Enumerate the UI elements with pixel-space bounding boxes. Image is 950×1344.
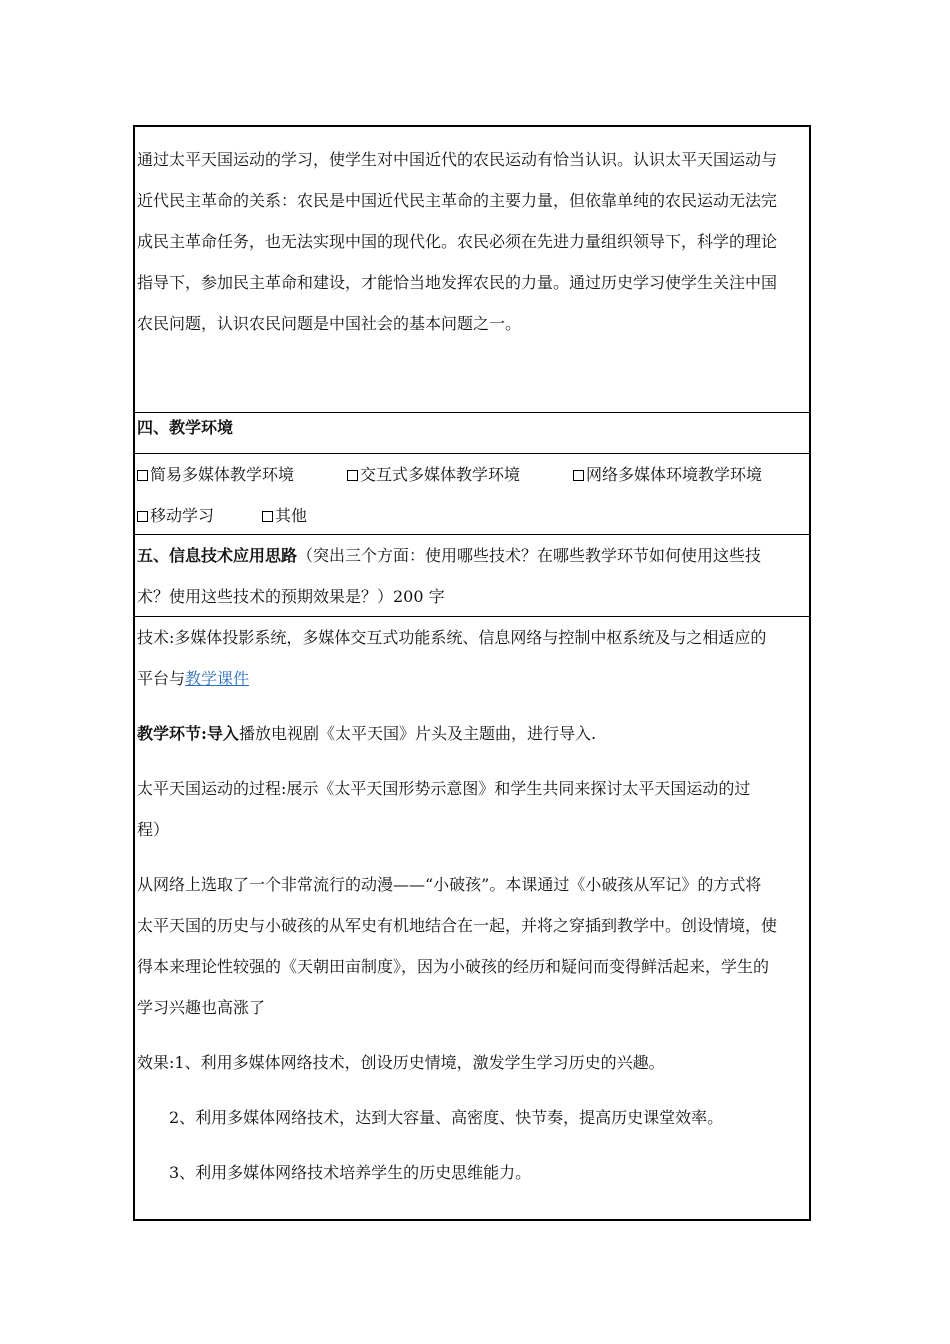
tech-line-2-prefix: 平台与 xyxy=(137,669,186,688)
option-interactive-multimedia[interactable] xyxy=(347,454,573,495)
intro-text: 播放电视剧《太平天国》片头及主题曲，进行导入. xyxy=(238,724,597,743)
environment-title-cell xyxy=(135,412,809,453)
objectives-line-2: 近代民主革命的关系：农民是中国近代民主革命的主要力量，但依靠单纯的农民运动无法完 xyxy=(137,191,778,210)
option-mobile-learning[interactable] xyxy=(137,495,262,536)
tech-plan-title-line-2: 术？使用这些技术的预期效果是？）200 字 xyxy=(137,587,445,606)
option-label: 移动学习 xyxy=(150,506,215,525)
anime-line-2: 太平天国的历史与小破孩的从军史有机地结合在一起，并将之穿插到教学中。创设情境，使 xyxy=(137,916,778,935)
objectives-line-5: 农民问题，认识农民问题是中国社会的基本问题之一。 xyxy=(137,314,522,333)
tech-plan-title: 五、信息技术应用思路 xyxy=(137,546,298,565)
checkbox-icon[interactable] xyxy=(137,511,148,522)
anime-line-4: 学习兴趣也高涨了 xyxy=(137,998,266,1017)
tech-plan-title-cell xyxy=(135,534,809,616)
option-other[interactable] xyxy=(262,495,307,536)
environment-options-row-2 xyxy=(137,495,805,536)
environment-title: 四、教学环境 xyxy=(137,418,234,437)
checkbox-icon[interactable] xyxy=(347,470,358,481)
objectives-cell xyxy=(135,127,809,412)
environment-options-cell xyxy=(135,453,809,534)
anime-line-3: 得本来理论性较强的《天朝田亩制度》，因为小破孩的经历和疑问而变得鲜活起来，学生的 xyxy=(137,957,770,976)
effect-line-3: 3、利用多媒体网络技术培养学生的历史思维能力。 xyxy=(169,1163,532,1182)
objectives-line-1: 通过太平天国运动的学习，使学生对中国近代的农民运动有恰当认识。认识太平天国运动与 xyxy=(137,150,778,169)
intro-label: 导入 xyxy=(206,724,239,743)
checkbox-icon[interactable] xyxy=(262,511,273,522)
effect-line-1: 效果:1、利用多媒体网络技术，创设历史情境，激发学生学习历史的兴趣。 xyxy=(137,1053,665,1072)
option-label: 简易多媒体教学环境 xyxy=(150,465,295,484)
option-label: 其他 xyxy=(275,506,308,525)
effect-line-2: 2、利用多媒体网络技术，达到大容量、高密度、快节奏，提高历史课堂效率。 xyxy=(169,1108,724,1127)
objectives-line-4: 指导下，参加民主革命和建设，才能恰当地发挥农民的力量。通过历史学习使学生关注中国 xyxy=(137,273,778,292)
courseware-link[interactable]: 教学课件 xyxy=(185,669,250,688)
environment-options-row-1 xyxy=(137,454,805,495)
objectives-line-3: 成民主革命任务，也无法实现中国的现代化。农民必须在先进力量组织领导下，科学的理论 xyxy=(137,232,778,251)
tech-line-1: 技术:多媒体投影系统，多媒体交互式功能系统、信息网络与控制中枢系统及与之相适应的 xyxy=(137,628,767,647)
checkbox-icon[interactable] xyxy=(137,470,148,481)
option-label: 网络多媒体环境教学环境 xyxy=(586,465,763,484)
option-simple-multimedia[interactable] xyxy=(137,454,347,495)
tech-plan-title-line-1 xyxy=(137,535,805,576)
tech-plan-instruction: （突出三个方面：使用哪些技术？在哪些教学环节如何使用这些技 xyxy=(297,546,762,565)
anime-line-1: 从网络上选取了一个非常流行的动漫——“小破孩”。本课通过《小破孩从军记》的方式将 xyxy=(137,875,762,894)
option-network-multimedia[interactable] xyxy=(573,454,762,495)
tech-plan-content-cell xyxy=(135,616,809,1219)
tech-line-2 xyxy=(137,658,805,699)
teaching-phase-line xyxy=(137,713,805,754)
teaching-phase-label: 教学环节: xyxy=(137,724,207,743)
lesson-plan-table xyxy=(133,125,811,1221)
process-line-2: 程） xyxy=(137,820,170,839)
process-line-1: 太平天国运动的过程:展示《太平天国形势示意图》和学生共同来探讨太平天国运动的过 xyxy=(137,779,751,798)
option-label: 交互式多媒体教学环境 xyxy=(360,465,521,484)
checkbox-icon[interactable] xyxy=(573,470,584,481)
